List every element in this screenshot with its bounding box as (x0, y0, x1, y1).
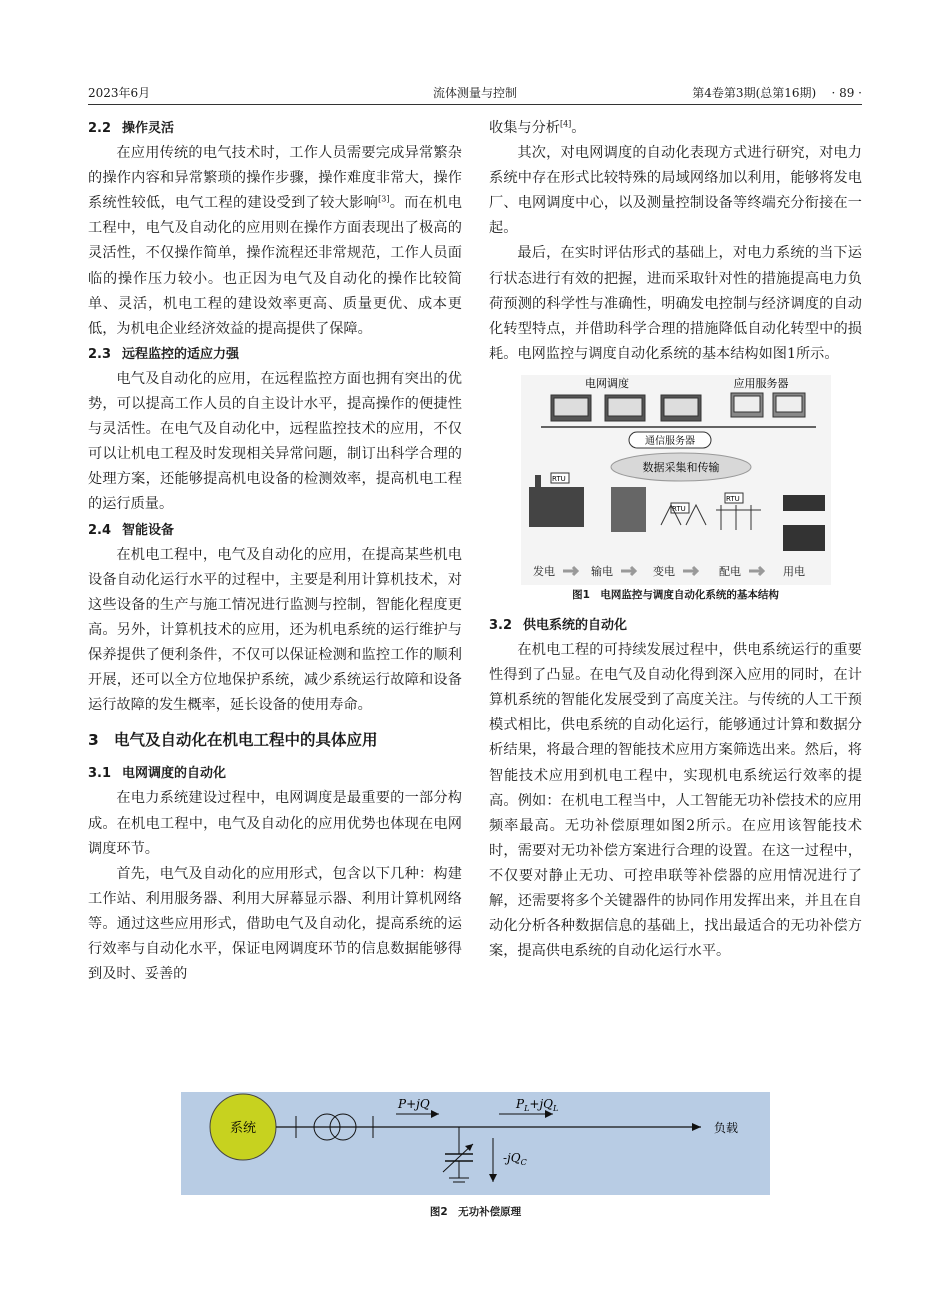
plq-label: $P_L+jQ_L$ (516, 1097, 559, 1113)
section-3-heading: 3 电气及自动化在机电工程中的具体应用 (88, 731, 378, 750)
paragraph: 在应用传统的电气技术时，工作人员需要完成异常繁杂的操作内容和异常繁琐的操作步骤，操作难度非常大，操作系统性较低，电气工程的建设受到了较大影响[3]。而在机电工程中，电气及自动化的应用则在操作方面表现出了极高的灵活性，不仅操作简单，操作流程还非常规范，工作人员面临的操作压力较小。也正因为电气及自动化的操作比较简单、灵活，机电工程的建设效率更高、质量更优、成本更低，为机电企业经济效益的提高提供了保障。 (88, 145, 462, 337)
paragraph: 在机电工程的可持续发展过程中，供电系统运行的重要性得到了凸显。在电气及自动化得到深入应用的同时，在计算机系统的智能化发展受到了高度关注。与传统的人工干预模式相比，供电系统的自动化运行，能够通过计算和数据分析结果，将最合理的智能技术应用方案筛选出来。然后，将智能技术应用到机电工程中，实现机电系统运行效率的提高。例如：在机电工程当中，人工智能无功补偿技术的应用频率最高。无功补偿原理如图2所示。在应用该智能技术时，需要对无功补偿方案进行合理的设置。在这一过程中，不仅要对静止无功、可控串联等补偿器的应用情况进行了解，还需要将多个关键器件的协同作用发挥出来，并且在自动化分析各种数据信息的基础上，找出最适合的无功补偿方案，提高供电系统的自动化运行水平。 (489, 642, 862, 960)
figure-1-diagram (521, 375, 831, 585)
dispatch-workstations (551, 395, 701, 421)
transmission-icon (611, 487, 646, 532)
paragraph: 首先，电气及自动化的应用形式，包含以下几种：构建工作站、利用服务器、利用大屏幕显示器、利用计算机网络等。通过这些应用形式，借助电气及自动化，提高系统的运行效率与自动化水平，保证电网调度环节的信息数据能够得到及时、妥善的 (88, 865, 462, 983)
section-3-2-heading: 3.2 供电系统的自动化 (489, 617, 628, 633)
system-label: 系统 (229, 1121, 257, 1136)
figure-2-svg (181, 1092, 770, 1195)
paragraph: 电气及自动化的应用，在远程监控方面也拥有突出的优势，可以提高工作人员的自主设计水平，提高操作的便捷性与灵活性。在电气及自动化中，远程监控技术的应用，不仅可以让机电工程及时发现相关异常问题，制订出科学合理的处理方案，还能够提高机电设备的检测效率，提高机电工程的运行质量。 (88, 370, 462, 513)
header-date: 2023年6月 (88, 86, 151, 100)
figure-2-diagram (181, 1092, 770, 1195)
paragraph: 最后，在实时评估形式的基础上，对电力系统的当下运行状态进行有效的把握，进而采取针对性的措施提高电力负荷预测的科学性与准确性，明确发电控制与经济调度的自动化转型特点，并借助科学合理的措施降低自动化转型中的损耗。电网监控与调度自动化系统的基本结构如图1所示。 (489, 245, 862, 362)
paragraph: 在电力系统建设过程中，电网调度是最重要的一部分构成。在机电工程中，电气及自动化的应用优势也体现在电网调度环节。 (88, 790, 462, 857)
right-column (489, 116, 862, 964)
label-comm-server: 通信服务器 (644, 435, 695, 447)
section-3-1-heading: 3.1 电网调度的自动化 (88, 766, 227, 782)
paragraph: 收集与分析[4]。 (489, 119, 586, 136)
pq-label: P+jQ (398, 1097, 430, 1111)
header-page: · 89 · (831, 86, 862, 100)
label-app-server: 应用服务器 (733, 376, 788, 390)
section-2-4-heading: 2.4 智能设备 (88, 522, 175, 538)
paragraph: 在机电工程中，电气及自动化的应用，在提高某些机电设备自动化运行水平的过程中，主要是利用计算机技术，对这些设备的生产与施工情况进行监测与控制，智能化程度更高。另外，计算机技术的应用，还为机电系统的运行维护与保养提供了便利条件，不仅可以保证检测和监控工作的顺利开展，还可以全方位地保护系统，减少系统运行故障和设备运行故障的发生概率，延长设备的使用寿命。 (88, 546, 462, 714)
left-column (88, 116, 462, 987)
qc-label: $-jQ_C$ (503, 1151, 527, 1167)
section-2-3-heading: 2.3 远程监控的适应力强 (88, 346, 240, 362)
label-data-transfer: 数据采集和传输 (642, 460, 719, 474)
svg-text:RTU: RTU (671, 504, 686, 513)
figure-1-caption: 图1 电网监控与调度自动化系统的基本结构 (572, 588, 779, 601)
header-issue: 第4卷第3期(总第16期) (692, 86, 817, 100)
svg-text:变电: 变电 (652, 564, 675, 578)
citation: [3] (378, 194, 390, 204)
load-label: 负载 (714, 1121, 739, 1135)
label-dispatch: 电网调度 (584, 376, 629, 390)
page-header (88, 84, 862, 105)
figure-1-svg (521, 375, 831, 585)
svg-text:RTU: RTU (725, 494, 740, 503)
figure-2-caption: 图2 无功补偿原理 (429, 1206, 522, 1218)
header-issue-page (692, 84, 862, 101)
citation: [4] (559, 119, 572, 129)
svg-text:输电: 输电 (590, 564, 613, 578)
paragraph: 其次，对电网调度的自动化表现方式进行研究，对电力系统中存在形式比较特殊的局域网络加以利用，能够将发电厂、电网调度中心，以及测量控制设备等终端充分衔接在一起。 (489, 145, 862, 237)
svg-text:RTU: RTU (551, 474, 566, 483)
header-journal: 流体测量与控制 (432, 86, 517, 100)
svg-text:用电: 用电 (782, 564, 805, 578)
svg-text:发电: 发电 (532, 564, 555, 578)
section-2-2-heading: 2.2 操作灵活 (88, 121, 175, 136)
svg-text:配电: 配电 (718, 564, 741, 578)
